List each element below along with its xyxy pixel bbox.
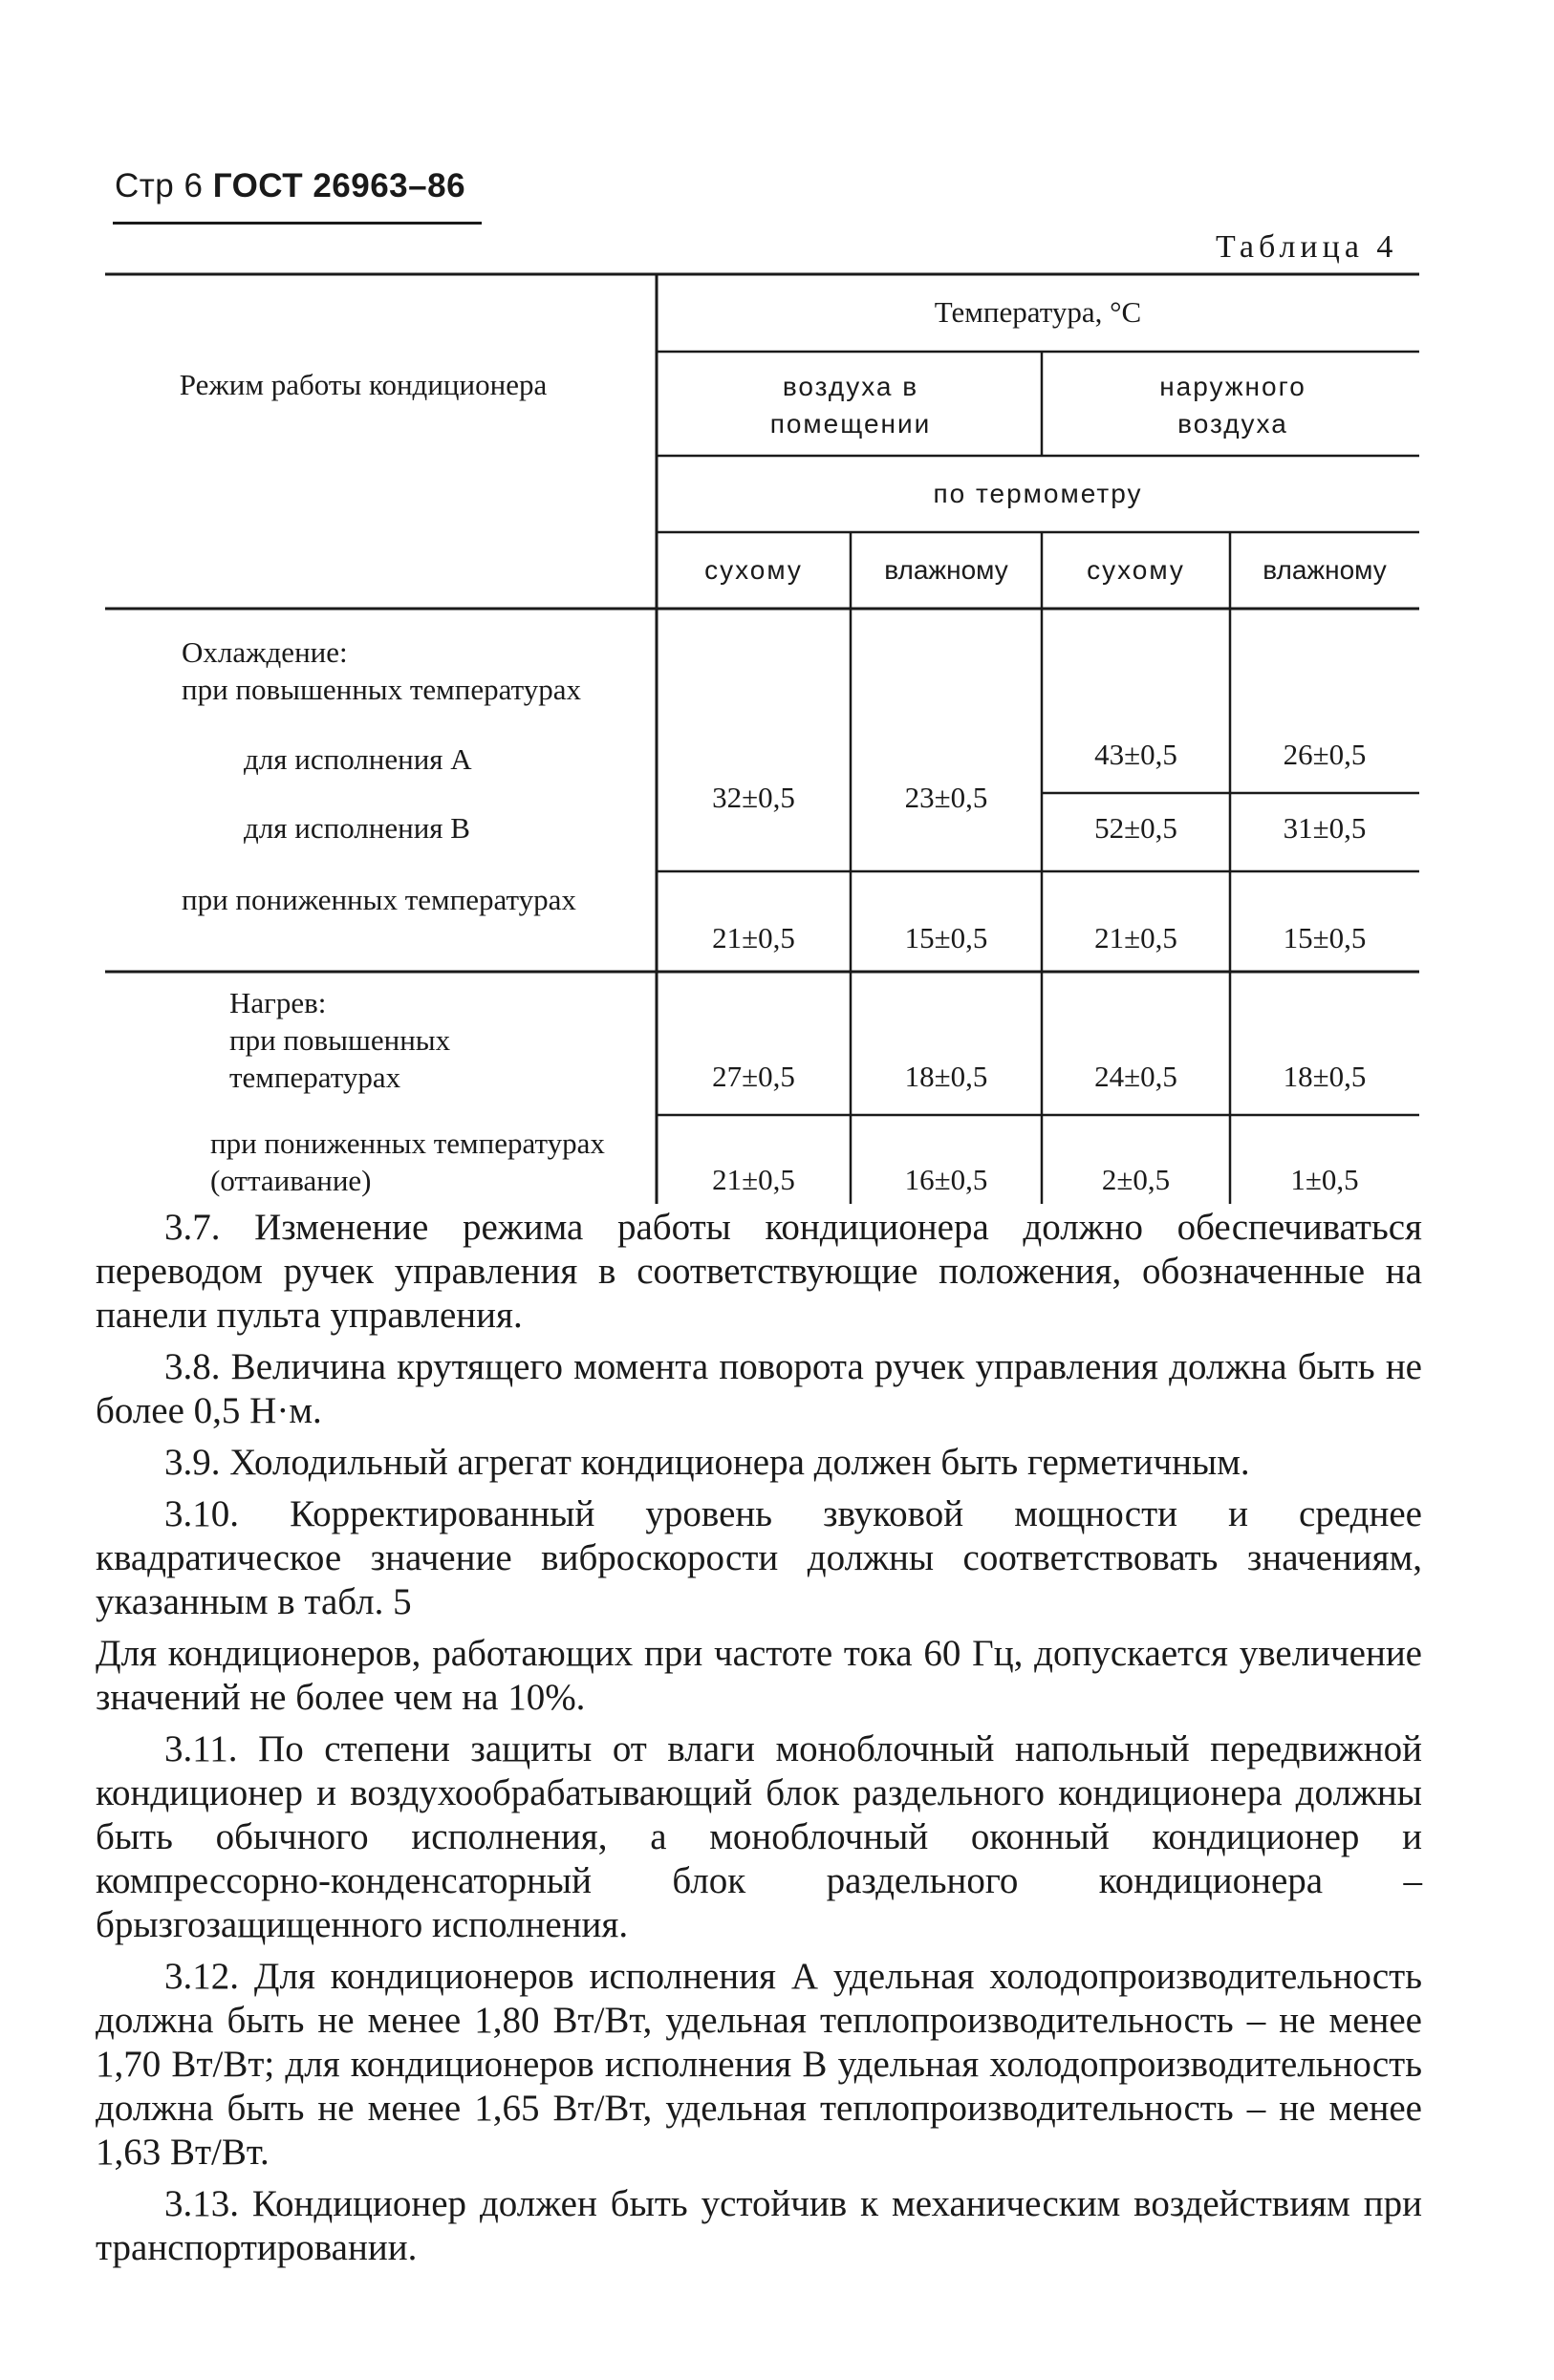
cell-cool-low-out-wet: 15±0,5 bbox=[1283, 921, 1367, 954]
cooling-low-label: при пониженных температурах bbox=[182, 883, 576, 916]
cell-heat-low-out-wet: 1±0,5 bbox=[1290, 1163, 1359, 1196]
heating-high-text: при повышенных температурах bbox=[229, 1023, 451, 1094]
cooling-title: Охлаждение: bbox=[182, 635, 348, 669]
cell-cool-high-b-out-wet: 31±0,5 bbox=[1283, 811, 1367, 845]
page-label: Стр 6 bbox=[115, 167, 204, 204]
standard-number: ГОСТ 26963–86 bbox=[212, 167, 466, 204]
cell-cool-high-in-dry: 32±0,5 bbox=[712, 781, 795, 814]
thermometer-subheader: по термометру bbox=[933, 479, 1143, 508]
cell-cool-low-out-dry: 21±0,5 bbox=[1094, 921, 1177, 954]
body-text bbox=[96, 1206, 1422, 2270]
paragraph-3-8: 3.8. Величина крутящего момента поворота ручек управления должна быть не более 0,5 Н·м. bbox=[96, 1346, 1422, 1431]
col-outdoor-wet: влажному bbox=[1263, 555, 1387, 585]
page-header bbox=[115, 167, 465, 205]
cell-heat-high-out-dry: 24±0,5 bbox=[1094, 1060, 1177, 1093]
heating-title: Нагрев: bbox=[229, 986, 327, 1019]
cell-heat-low-in-wet: 16±0,5 bbox=[904, 1163, 988, 1196]
cooling-high-text: при повышенных температурах bbox=[182, 673, 582, 706]
paragraph-3-13: 3.13. Кондиционер должен быть устойчив к механическим воздействиям при транспортировании. bbox=[96, 2183, 1422, 2268]
col-outdoor-dry: сухому bbox=[1087, 555, 1185, 585]
conditions-table bbox=[105, 272, 1419, 1204]
variant-b-label: для исполнения В bbox=[244, 811, 470, 845]
paragraph-3-12: 3.12. Для кондиционеров исполнения А удельная холодопроизводительность должна быть не менее 1,80 Вт/Вт, удельная теплопроизводительность – не менее 1,70 Вт/Вт; для кондиционеров исполнения В удельная холодопроизводительность должна быть не менее 1,65 Вт/Вт, удельная теплопроизводительность – не менее 1,63 Вт/Вт. bbox=[96, 1956, 1422, 2173]
paragraph-3-7: 3.7. Изменение режима работы кондиционера должно обеспечиваться переводом ручек управления в соответствующие положения, обозначенные на панели пульта управления. bbox=[96, 1207, 1422, 1336]
row-header: Режим работы кондиционера bbox=[179, 368, 548, 401]
col-indoor-wet: влажному bbox=[884, 555, 1008, 585]
paragraph-3-10: 3.10. Корректированный уровень звуковой мощности и среднее квадратическое значение виброскорости должны соответствовать значениям, указанным в табл. 5 bbox=[96, 1493, 1422, 1622]
header-rule bbox=[113, 222, 482, 225]
cell-cool-low-in-dry: 21±0,5 bbox=[712, 921, 795, 954]
paragraph-3-10-note: Для кондиционеров, работающих при частоте тока 60 Гц, допускается увеличение значений не более чем на 10%. bbox=[96, 1633, 1422, 1718]
heating-high-label bbox=[229, 984, 612, 1096]
cell-cool-high-a-out-dry: 43±0,5 bbox=[1094, 738, 1177, 771]
cell-cool-high-in-wet: 23±0,5 bbox=[904, 781, 988, 814]
outdoor-air-header: наружного воздуха bbox=[1159, 372, 1306, 439]
paragraph-3-9: 3.9. Холодильный агрегат кондиционера должен быть герметичным. bbox=[164, 1442, 1250, 1483]
variant-a-label: для исполнения А bbox=[244, 742, 472, 776]
heating-low-label: при пониженных температурах (оттаивание) bbox=[210, 1126, 605, 1197]
cell-cool-high-b-out-dry: 52±0,5 bbox=[1094, 811, 1177, 845]
cell-heat-high-in-wet: 18±0,5 bbox=[904, 1060, 988, 1093]
cell-cool-low-in-wet: 15±0,5 bbox=[904, 921, 988, 954]
indoor-air-header: воздуха в помещении bbox=[769, 372, 932, 439]
table-caption: Таблица 4 bbox=[1216, 229, 1398, 265]
cell-heat-high-in-dry: 27±0,5 bbox=[712, 1060, 795, 1093]
cell-heat-low-in-dry: 21±0,5 bbox=[712, 1163, 795, 1196]
col-indoor-dry: сухому bbox=[704, 555, 803, 585]
cell-heat-high-out-wet: 18±0,5 bbox=[1283, 1060, 1367, 1093]
temperature-header: Температура, °С bbox=[934, 295, 1142, 329]
cell-cool-high-a-out-wet: 26±0,5 bbox=[1283, 738, 1367, 771]
cell-heat-low-out-dry: 2±0,5 bbox=[1101, 1163, 1171, 1196]
cooling-high-label bbox=[182, 633, 593, 708]
paragraph-3-11: 3.11. По степени защиты от влаги моноблочный напольный передвижной кондиционер и воздухообрабатывающий блок раздельного кондиционера должны быть обычного исполнения, а моноблочный оконный кондиционер и компрессорно-конденсаторный блок раздельного кондиционера – брызгозащищенного исполнения. bbox=[96, 1728, 1422, 1945]
